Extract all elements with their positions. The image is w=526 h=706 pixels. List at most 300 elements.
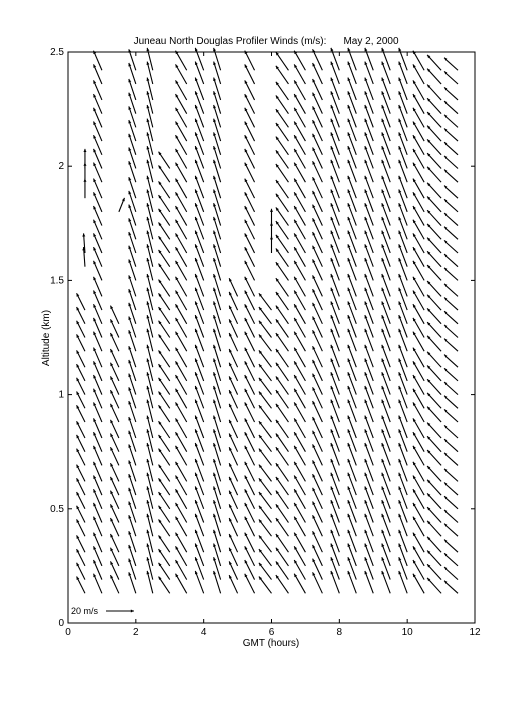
wind-arrow xyxy=(444,355,458,368)
wind-arrow xyxy=(398,301,407,323)
wind-arrow xyxy=(259,435,272,452)
wind-arrow xyxy=(331,544,340,566)
wind-arrow xyxy=(427,551,441,566)
wind-arrow xyxy=(159,236,170,253)
wind-arrow xyxy=(331,217,340,239)
wind-arrow xyxy=(259,563,272,580)
wind-arrow xyxy=(77,321,85,338)
wind-arrow xyxy=(427,251,441,266)
wind-arrow xyxy=(398,544,407,566)
wind-arrow xyxy=(398,244,407,266)
wind-arrow xyxy=(259,378,272,395)
x-tick-label: 0 xyxy=(65,627,71,638)
wind-arrow xyxy=(398,203,407,225)
wind-arrow xyxy=(365,146,374,168)
wind-arrow xyxy=(444,540,458,553)
wind-arrow xyxy=(331,119,340,141)
wind-arrow xyxy=(77,563,85,580)
wind-arrow xyxy=(159,405,170,422)
wind-arrow xyxy=(331,132,340,154)
wind-arrow xyxy=(77,549,85,566)
wind-arrow xyxy=(331,48,340,70)
wind-arrow xyxy=(365,557,374,579)
wind-arrow xyxy=(331,288,340,310)
wind-arrow xyxy=(427,322,441,337)
wind-arrow xyxy=(259,549,272,566)
x-tick-label: 8 xyxy=(336,627,343,638)
wind-arrow xyxy=(213,48,221,70)
wind-arrow xyxy=(77,506,85,523)
wind-arrow xyxy=(259,307,272,324)
wind-arrow xyxy=(331,372,340,394)
wind-arrow xyxy=(348,557,357,579)
wind-arrow xyxy=(427,336,441,351)
wind-arrow xyxy=(398,486,407,508)
wind-arrow xyxy=(119,198,125,212)
wind-arrow xyxy=(381,189,390,211)
wind-arrow xyxy=(444,268,458,281)
wind-arrow xyxy=(444,311,458,324)
wind-arrow xyxy=(195,301,204,323)
wind-arrow xyxy=(381,386,390,408)
wind-arrow xyxy=(444,469,458,482)
wind-arrow xyxy=(427,564,441,579)
wind-arrow xyxy=(381,105,390,127)
wind-arrow xyxy=(159,293,170,310)
wind-arrow xyxy=(427,167,441,182)
wind-arrow xyxy=(195,544,204,566)
wind-arrow xyxy=(348,244,357,266)
wind-vectors xyxy=(77,48,458,593)
wind-arrow xyxy=(427,139,441,154)
wind-arrow xyxy=(77,350,85,367)
wind-arrow xyxy=(259,421,272,438)
wind-arrow xyxy=(159,222,170,239)
wind-arrow xyxy=(381,473,390,495)
wind-arrow xyxy=(427,352,441,367)
wind-arrow xyxy=(195,105,204,127)
wind-arrow xyxy=(159,195,170,212)
wind-arrow xyxy=(365,119,374,141)
x-axis-ticks xyxy=(65,52,481,638)
wind-arrow xyxy=(444,58,458,71)
wind-arrow xyxy=(159,492,170,509)
wind-arrow xyxy=(427,265,441,280)
wind-arrow xyxy=(444,254,458,267)
wind-arrow xyxy=(77,378,85,395)
wind-arrow xyxy=(444,339,458,352)
wind-arrow xyxy=(259,577,272,594)
wind-arrow xyxy=(398,48,407,70)
wind-arrow xyxy=(259,334,272,351)
wind-arrow xyxy=(348,132,357,154)
wind-arrow xyxy=(195,386,204,408)
wind-arrow xyxy=(381,244,390,266)
wind-arrow xyxy=(444,101,458,114)
wind-arrow xyxy=(381,500,390,522)
wind-arrow xyxy=(444,115,458,128)
wind-arrow xyxy=(195,473,204,495)
wind-arrow xyxy=(427,407,441,422)
wind-arrow xyxy=(365,500,374,522)
wind-arrow xyxy=(159,535,170,552)
wind-arrow xyxy=(365,358,374,380)
wind-arrow xyxy=(195,288,204,310)
wind-arrow xyxy=(427,183,441,198)
wind-arrow xyxy=(398,500,407,522)
wind-arrow xyxy=(427,450,441,465)
wind-arrow xyxy=(159,209,170,226)
wind-arrow xyxy=(259,478,272,495)
x-tick-label: 10 xyxy=(401,627,413,638)
wind-arrow xyxy=(159,421,170,438)
wind-arrow xyxy=(444,524,458,537)
wind-arrow xyxy=(398,105,407,127)
wind-arrow xyxy=(331,429,340,451)
wind-arrow xyxy=(427,436,441,451)
wind-arrow xyxy=(398,557,407,579)
wind-arrow xyxy=(348,105,357,127)
wind-arrow xyxy=(381,372,390,394)
wind-arrow xyxy=(348,189,357,211)
wind-arrow xyxy=(427,69,441,84)
wind-arrow xyxy=(270,209,273,226)
wind-arrow xyxy=(195,571,204,593)
wind-arrow xyxy=(398,372,407,394)
wind-arrow xyxy=(427,295,441,310)
wind-arrow xyxy=(444,553,458,566)
wind-arrow xyxy=(444,240,458,253)
wind-arrow xyxy=(195,315,204,337)
wind-arrow xyxy=(159,506,170,523)
wind-arrow xyxy=(381,315,390,337)
wind-arrow xyxy=(159,519,170,536)
wind-arrow xyxy=(331,105,340,127)
wind-arrow xyxy=(348,301,357,323)
wind-arrow xyxy=(365,372,374,394)
wind-arrow xyxy=(331,486,340,508)
reference-label: 20 m/s xyxy=(71,606,99,616)
wind-arrow xyxy=(159,181,170,198)
wind-arrow xyxy=(381,429,390,451)
wind-arrow xyxy=(195,486,204,508)
wind-arrow xyxy=(348,544,357,566)
wind-arrow xyxy=(398,288,407,310)
wind-arrow xyxy=(259,293,272,310)
wind-arrow xyxy=(77,478,85,495)
wind-arrow xyxy=(381,486,390,508)
x-tick-label: 12 xyxy=(469,627,481,638)
wind-arrow xyxy=(365,571,374,593)
wind-arrow xyxy=(331,571,340,593)
wind-arrow xyxy=(365,544,374,566)
wind-arrow xyxy=(381,217,390,239)
wind-arrow xyxy=(348,372,357,394)
wind-arrow xyxy=(77,334,85,351)
wind-arrow xyxy=(444,396,458,409)
wind-arrow xyxy=(77,535,85,552)
wind-arrow xyxy=(348,486,357,508)
wind-arrow xyxy=(77,392,85,409)
wind-arrow xyxy=(259,392,272,409)
wind-arrow xyxy=(381,132,390,154)
wind-arrow xyxy=(348,288,357,310)
wind-arrow xyxy=(348,91,357,113)
wind-arrow xyxy=(159,250,170,267)
wind-arrow xyxy=(444,156,458,169)
wind-arrow xyxy=(259,465,272,482)
wind-arrow xyxy=(444,87,458,100)
wind-arrow xyxy=(331,315,340,337)
wind-arrow xyxy=(381,203,390,225)
wind-arrow xyxy=(195,48,204,70)
wind-arrow xyxy=(427,153,441,168)
wind-arrow xyxy=(77,465,85,482)
wind-arrow xyxy=(427,466,441,481)
wind-arrow xyxy=(444,142,458,155)
wind-arrow xyxy=(331,301,340,323)
wind-arrow xyxy=(444,170,458,183)
wind-arrow xyxy=(331,244,340,266)
wind-arrow xyxy=(381,544,390,566)
wind-arrow xyxy=(348,119,357,141)
wind-arrow xyxy=(365,386,374,408)
wind-arrow xyxy=(381,557,390,579)
wind-arrow xyxy=(195,203,204,225)
wind-arrow xyxy=(398,571,407,593)
wind-arrow xyxy=(159,563,170,580)
wind-arrow xyxy=(348,203,357,225)
wind-arrow xyxy=(444,482,458,495)
wind-arrow xyxy=(427,308,441,323)
wind-arrow xyxy=(159,280,170,297)
wind-arrow xyxy=(348,146,357,168)
wind-arrow xyxy=(195,231,204,253)
wind-arrow xyxy=(381,571,390,593)
wind-arrow xyxy=(444,71,458,84)
wind-arrow xyxy=(195,217,204,239)
wind-arrow xyxy=(259,364,272,381)
wind-arrow xyxy=(444,128,458,141)
wind-arrow xyxy=(365,301,374,323)
wind-arrow xyxy=(427,238,441,253)
wind-arrow xyxy=(159,465,170,482)
wind-arrow xyxy=(444,186,458,199)
chart-title: Juneau North Douglas Profiler Winds (m/s): xyxy=(133,36,327,47)
x-tick-label: 6 xyxy=(268,627,275,638)
wind-arrow xyxy=(365,189,374,211)
wind-arrow xyxy=(444,581,458,594)
wind-arrow xyxy=(427,281,441,296)
wind-arrow xyxy=(77,449,85,466)
wind-arrow xyxy=(259,492,272,509)
wind-arrow xyxy=(331,386,340,408)
wind-arrow xyxy=(381,231,390,253)
wind-arrow xyxy=(259,535,272,552)
wind-arrow xyxy=(444,199,458,212)
wind-arrow xyxy=(77,435,85,452)
wind-arrow xyxy=(398,132,407,154)
wind-arrow xyxy=(427,98,441,113)
wind-arrow xyxy=(259,321,272,338)
wind-arrow xyxy=(427,393,441,408)
wind-arrow xyxy=(427,537,441,552)
wind-arrow xyxy=(427,112,441,127)
wind-arrow xyxy=(159,435,170,452)
wind-arrow xyxy=(381,358,390,380)
y-tick-label: 1.5 xyxy=(50,275,64,287)
wind-arrow xyxy=(381,48,390,70)
wind-arrow xyxy=(77,307,85,324)
wind-arrow xyxy=(398,146,407,168)
wind-arrow xyxy=(77,577,85,594)
wind-arrow xyxy=(365,429,374,451)
wind-arrow xyxy=(444,368,458,381)
wind-arrow xyxy=(159,449,170,466)
wind-arrow xyxy=(365,244,374,266)
wind-arrow xyxy=(259,405,272,422)
wind-arrow xyxy=(159,264,170,281)
wind-arrow xyxy=(77,492,85,509)
wind-arrow xyxy=(159,577,170,594)
y-tick-label: 0 xyxy=(58,618,64,629)
wind-arrow xyxy=(444,496,458,509)
wind-arrow xyxy=(427,55,441,70)
wind-arrow xyxy=(195,244,204,266)
wind-arrow xyxy=(398,189,407,211)
wind-arrow xyxy=(195,358,204,380)
wind-arrow xyxy=(398,358,407,380)
wind-arrow xyxy=(398,91,407,113)
y-tick-label: 0.5 xyxy=(50,503,64,515)
wind-arrow xyxy=(427,126,441,141)
wind-arrow xyxy=(444,325,458,338)
wind-arrow xyxy=(348,429,357,451)
wind-arrow xyxy=(348,48,357,70)
wind-arrow xyxy=(195,557,204,579)
wind-arrow xyxy=(159,334,170,351)
wind-arrow xyxy=(259,506,272,523)
wind-arrow xyxy=(195,429,204,451)
wind-arrow xyxy=(159,321,170,338)
wind-arrow xyxy=(77,293,85,310)
y-tick-label: 2.5 xyxy=(50,47,64,58)
wind-arrow xyxy=(381,288,390,310)
wind-arrow xyxy=(259,449,272,466)
wind-arrow xyxy=(331,358,340,380)
x-tick-label: 4 xyxy=(200,627,207,638)
wind-arrow xyxy=(365,48,374,70)
wind-arrow xyxy=(159,549,170,566)
wind-arrow xyxy=(348,358,357,380)
wind-arrow xyxy=(398,315,407,337)
wind-arrow xyxy=(146,48,152,70)
wind-arrow xyxy=(444,425,458,438)
wind-arrow xyxy=(195,189,204,211)
wind-arrow xyxy=(365,473,374,495)
wind-arrow xyxy=(381,146,390,168)
wind-arrow xyxy=(195,500,204,522)
wind-arrow xyxy=(398,429,407,451)
wind-arrow xyxy=(159,364,170,381)
wind-arrow xyxy=(398,119,407,141)
wind-arrow xyxy=(427,493,441,508)
wind-arrow xyxy=(398,231,407,253)
wind-arrow xyxy=(331,500,340,522)
wind-arrow xyxy=(348,231,357,253)
wind-arrow xyxy=(444,453,458,466)
wind-arrow xyxy=(195,372,204,394)
wind-arrow xyxy=(259,350,272,367)
wind-arrow xyxy=(195,119,204,141)
wind-arrow xyxy=(195,132,204,154)
wind-arrow xyxy=(331,146,340,168)
wind-arrow xyxy=(444,409,458,422)
wind-arrow xyxy=(331,231,340,253)
wind-arrow xyxy=(195,91,204,113)
wind-arrow xyxy=(398,386,407,408)
wind-arrow xyxy=(348,473,357,495)
wind-arrow xyxy=(348,315,357,337)
reference-legend xyxy=(71,606,134,616)
wind-arrow xyxy=(365,91,374,113)
wind-arrow xyxy=(365,288,374,310)
wind-arrow xyxy=(444,439,458,452)
wind-arrow xyxy=(381,301,390,323)
wind-arrow xyxy=(444,382,458,395)
wind-arrow xyxy=(365,105,374,127)
wind-arrow xyxy=(159,392,170,409)
wind-arrow xyxy=(427,210,441,225)
wind-arrow xyxy=(427,578,441,593)
wind-arrow xyxy=(365,231,374,253)
wind-arrow xyxy=(365,203,374,225)
wind-arrow xyxy=(381,119,390,141)
wind-arrow xyxy=(365,217,374,239)
wind-arrow xyxy=(427,196,441,211)
wind-arrow xyxy=(348,386,357,408)
wind-arrow xyxy=(331,557,340,579)
wind-arrow xyxy=(159,478,170,495)
wind-arrow xyxy=(259,519,272,536)
wind-arrow xyxy=(195,146,204,168)
wind-arrow xyxy=(77,364,85,381)
wind-arrow xyxy=(331,473,340,495)
chart-date: May 2, 2000 xyxy=(343,36,399,47)
wind-arrow xyxy=(159,350,170,367)
wind-arrow xyxy=(159,307,170,324)
wind-arrow xyxy=(331,203,340,225)
reference-arrow xyxy=(106,609,134,612)
wind-arrow xyxy=(427,379,441,394)
wind-arrow xyxy=(365,315,374,337)
wind-arrow xyxy=(77,519,85,536)
wind-arrow xyxy=(427,521,441,536)
wind-arrow xyxy=(365,132,374,154)
wind-arrow xyxy=(159,165,170,182)
wind-arrow xyxy=(348,500,357,522)
y-tick-label: 2 xyxy=(58,161,64,173)
wind-arrow xyxy=(444,567,458,580)
wind-arrow xyxy=(444,213,458,226)
wind-arrow xyxy=(331,91,340,113)
wind-arrow xyxy=(444,297,458,310)
wind-arrow xyxy=(159,378,170,395)
x-axis-label: GMT (hours) xyxy=(242,638,300,649)
wind-arrow xyxy=(427,85,441,100)
wind-arrow xyxy=(398,473,407,495)
y-axis-label: Altitude (km) xyxy=(41,309,52,367)
